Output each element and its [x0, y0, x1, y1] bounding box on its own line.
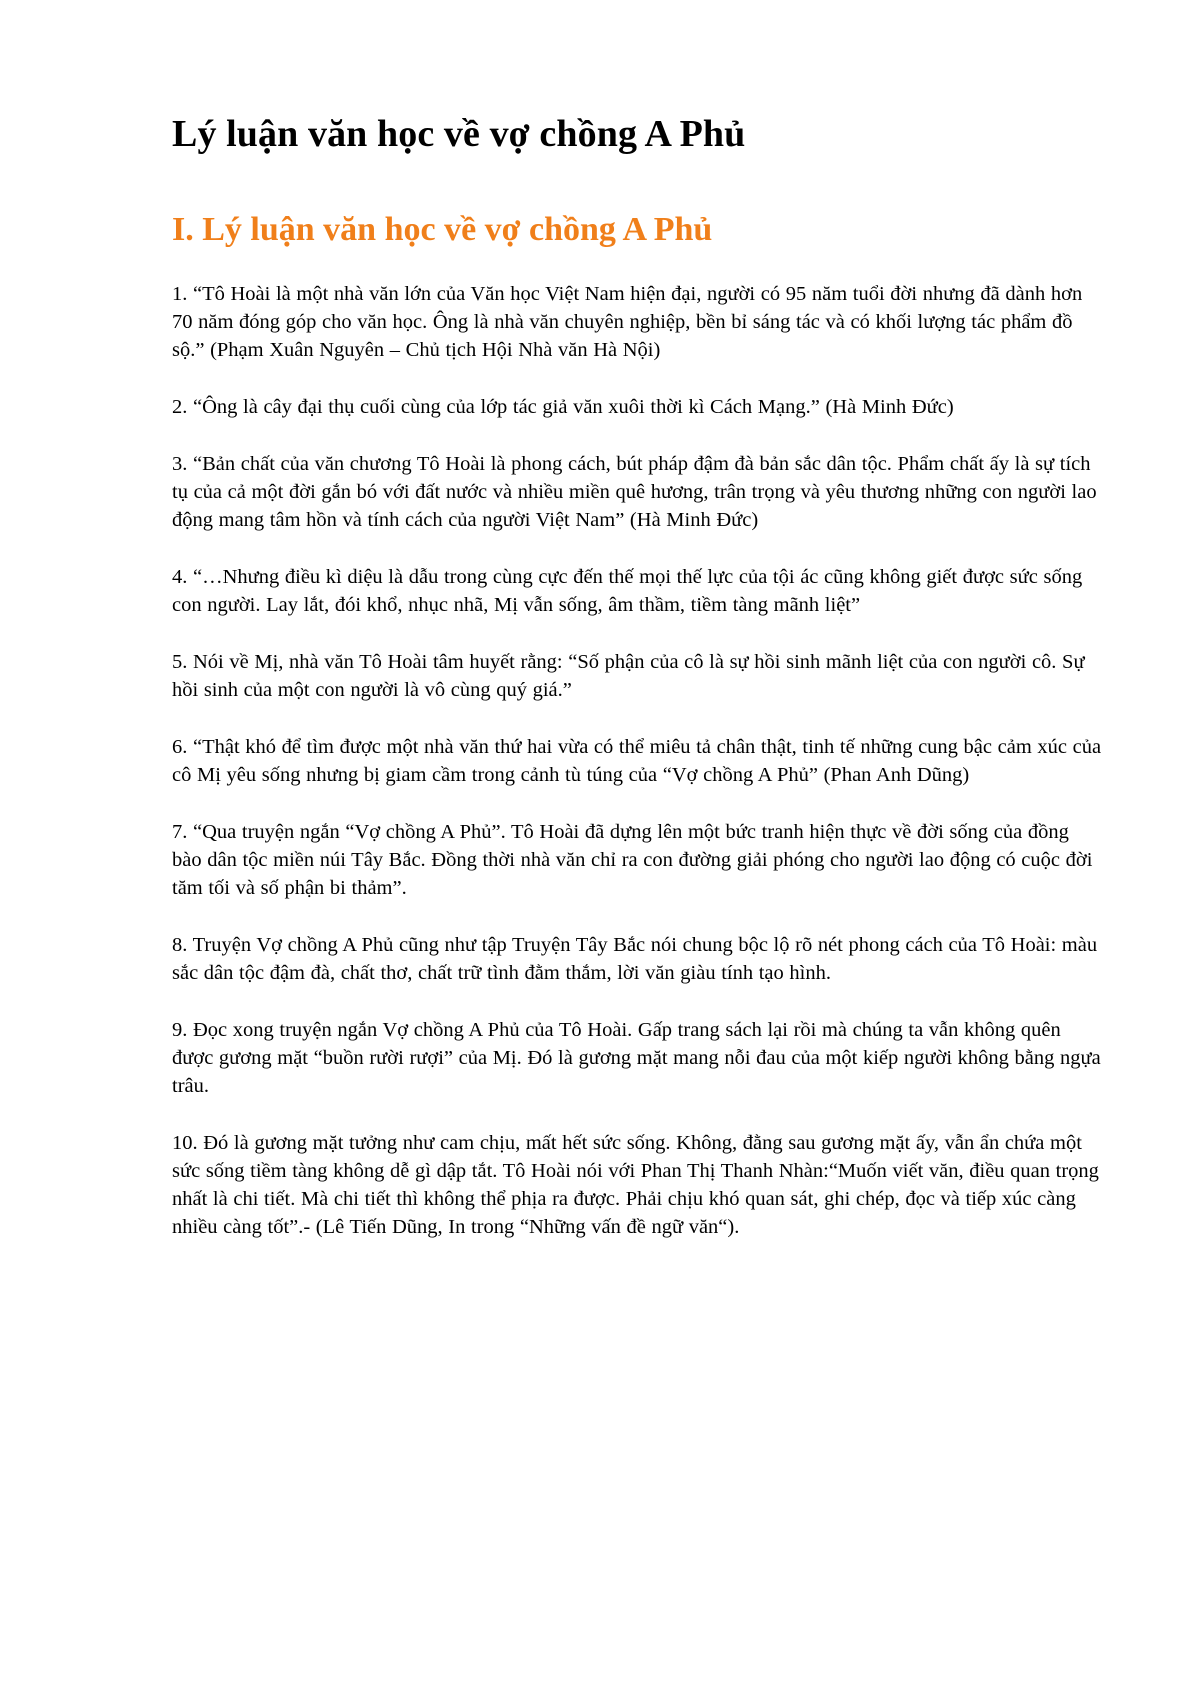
quote-item-7: 7. “Qua truyện ngắn “Vợ chồng A Phủ”. Tô Hoài đã dựng lên một bức tranh hiện thực về đời sống của đồng bào dân tộc miền núi Tây Bắc. Đồng thời nhà văn chỉ ra con đường giải phóng cho người lao động có cuộc đời tăm tối và số phận bi thảm”.: [172, 821, 1093, 900]
quote-list: [172, 280, 1102, 1241]
quote-item-4: 4. “…Nhưng điều kì diệu là dẫu trong cùng cực đến thế mọi thế lực của tội ác cũng không giết được sức sống con người. Lay lắt, đói khổ, nhục nhã, Mị vẫn sống, âm thầm, tiềm tàng mãnh liệt”: [172, 566, 1083, 617]
quote-item-3: 3. “Bản chất của văn chương Tô Hoài là phong cách, bút pháp đậm đà bản sắc dân tộc. Phẩm chất ấy là sự tích tụ của cả một đời gắn bó với đất nước và nhiều miền quê hương, trân trọng và yêu thương những con người lao động mang tâm hồn và tính cách của người Việt Nam” (Hà Minh Đức): [172, 453, 1097, 532]
document-title: Lý luận văn học về vợ chồng A Phủ: [172, 113, 746, 155]
quote-item-5: 5. Nói về Mị, nhà văn Tô Hoài tâm huyết rằng: “Số phận của cô là sự hồi sinh mãnh liệt của con người cô. Sự hồi sinh của một con người là vô cùng quý giá.”: [172, 651, 1085, 702]
quote-item-6: 6. “Thật khó để tìm được một nhà văn thứ hai vừa có thể miêu tả chân thật, tinh tế những cung bậc cảm xúc của cô Mị yêu sống nhưng bị giam cầm trong cảnh tù túng của “Vợ chồng A Phủ” (Phan Anh Dũng): [172, 736, 1102, 787]
document-page: [172, 112, 1102, 1270]
quote-item-8: 8. Truyện Vợ chồng A Phủ cũng như tập Truyện Tây Bắc nói chung bộc lộ rõ nét phong cách của Tô Hoài: màu sắc dân tộc đậm đà, chất thơ, chất trữ tình đằm thắm, lời văn giàu tính tạo hình.: [172, 934, 1098, 985]
quote-item-10: 10. Đó là gương mặt tưởng như cam chịu, mất hết sức sống. Không, đằng sau gương mặt ấy, vẫn ẩn chứa một sức sống tiềm tàng không dễ gì dập tắt. Tô Hoài nói với Phan Thị Thanh Nhàn:“Muốn viết văn, điều quan trọng nhất là chi tiết. Mà chi tiết thì không thể phịa ra được. Phải chịu khó quan sát, ghi chép, đọc và tiếp xúc càng nhiều càng tốt”.- (Lê Tiến Dũng, In trong “Những vấn đề ngữ văn“).: [172, 1132, 1099, 1239]
quote-item-1: 1. “Tô Hoài là một nhà văn lớn của Văn học Việt Nam hiện đại, người có 95 năm tuổi đời nhưng đã dành hơn 70 năm đóng góp cho văn học. Ông là nhà văn chuyên nghiệp, bền bỉ sáng tác và có khối lượng tác phẩm đồ sộ.” (Phạm Xuân Nguyên – Chủ tịch Hội Nhà văn Hà Nội): [172, 283, 1083, 362]
quote-item-9: 9. Đọc xong truyện ngắn Vợ chồng A Phủ của Tô Hoài. Gấp trang sách lại rồi mà chúng ta vẫn không quên được gương mặt “buồn rười rượi” của Mị. Đó là gương mặt mang nỗi đau của một kiếp người không bằng ngựa trâu.: [172, 1019, 1101, 1098]
quote-item-2: 2. “Ông là cây đại thụ cuối cùng của lớp tác giả văn xuôi thời kì Cách Mạng.” (Hà Minh Đức): [172, 396, 954, 419]
section-heading: I. Lý luận văn học về vợ chồng A Phủ: [172, 210, 713, 248]
